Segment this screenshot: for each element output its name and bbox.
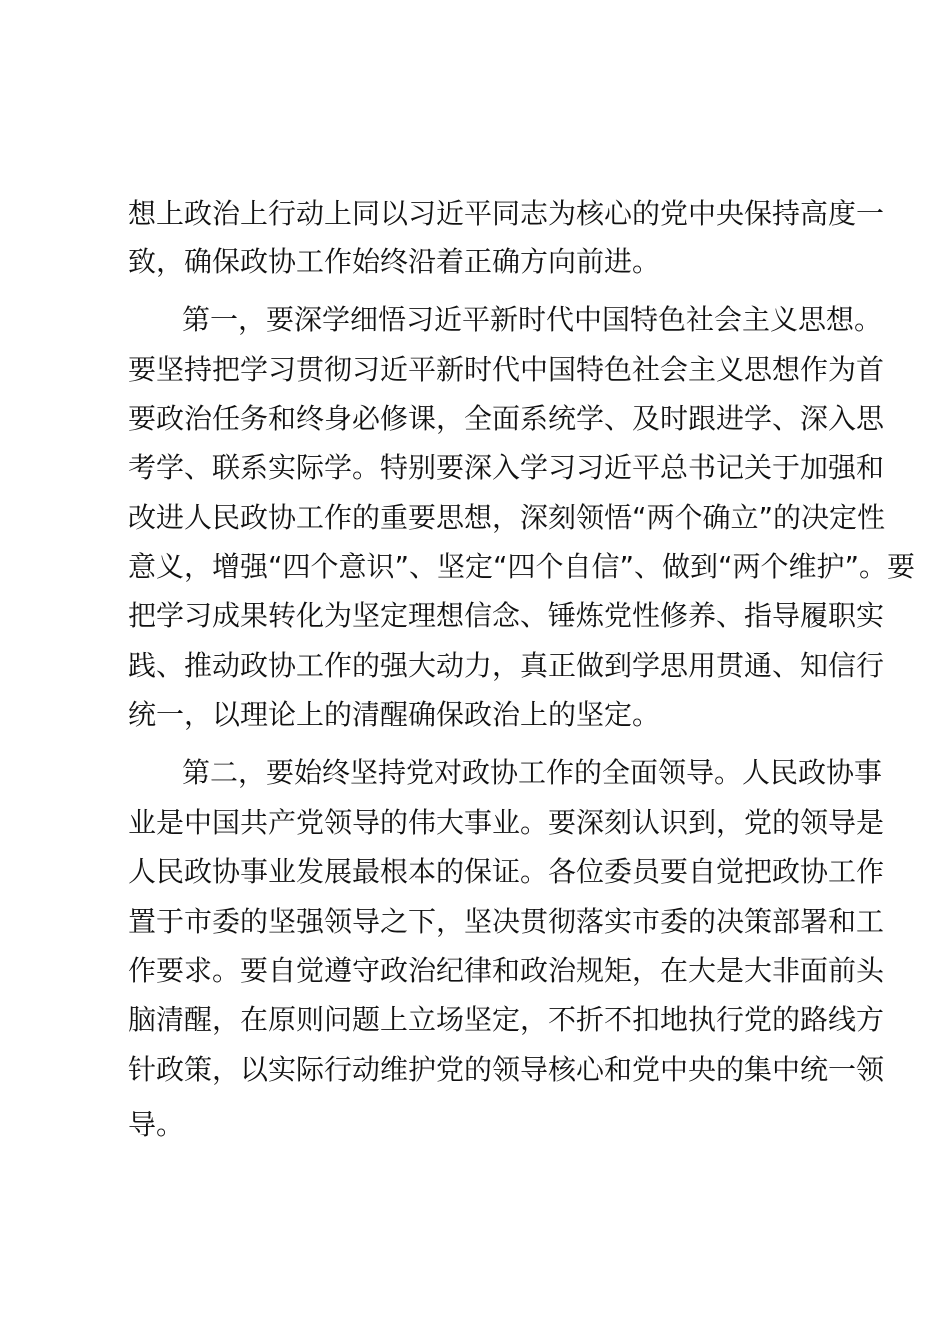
paragraph-3-line-8: 导。 — [128, 1108, 185, 1141]
paragraph-2-line-8: 践、推动政协工作的强大动力，真正做到学思用贯通、知信行 — [128, 649, 885, 682]
paragraph-3-line-7: 针政策，以实际行动维护党的领导核心和党中央的集中统一领 — [128, 1053, 885, 1086]
paragraph-2-line-6: 意义，增强“四个意识”、坚定“四个自信”、做到“两个维护”。要 — [128, 550, 916, 583]
paragraph-1-line-1: 想上政治上行动上同以习近平同志为核心的党中央保持高度一 — [128, 197, 885, 230]
paragraph-2-line-5: 改进人民政协工作的重要思想，深刻领悟“两个确立”的决定性 — [128, 501, 886, 534]
paragraph-3-line-2: 业是中国共产党领导的伟大事业。要深刻认识到，党的领导是 — [128, 806, 885, 839]
paragraph-2-line-3: 要政治任务和终身必修课，全面系统学、及时跟进学、深入思 — [128, 402, 885, 435]
paragraph-3-line-3: 人民政协事业发展最根本的保证。各位委员要自觉把政协工作 — [128, 855, 885, 888]
paragraph-2-line-4: 考学、联系实际学。特别要深入学习习近平总书记关于加强和 — [128, 451, 885, 484]
paragraph-2-line-9: 统一，以理论上的清醒确保政治上的坚定。 — [128, 698, 661, 731]
paragraph-3-line-4: 置于市委的坚强领导之下，坚决贯彻落实市委的决策部署和工 — [128, 905, 885, 938]
paragraph-1-line-2: 致，确保政协工作始终沿着正确方向前进。 — [128, 245, 661, 278]
paragraph-2-line-7: 把学习成果转化为坚定理想信念、锤炼党性修养、指导履职实 — [128, 599, 885, 632]
paragraph-3-line-5: 作要求。要自觉遵守政治纪律和政治规矩，在大是大非面前头 — [128, 954, 885, 987]
paragraph-2-line-2: 要坚持把学习贯彻习近平新时代中国特色社会主义思想作为首 — [128, 353, 885, 386]
paragraph-2-line-1: 第一，要深学细悟习近平新时代中国特色社会主义思想。 — [182, 303, 883, 336]
paragraph-3-line-6: 脑清醒，在原则问题上立场坚定，不折不扣地执行党的路线方 — [128, 1003, 885, 1036]
paragraph-3-line-1: 第二，要始终坚持党对政协工作的全面领导。人民政协事 — [182, 756, 883, 789]
